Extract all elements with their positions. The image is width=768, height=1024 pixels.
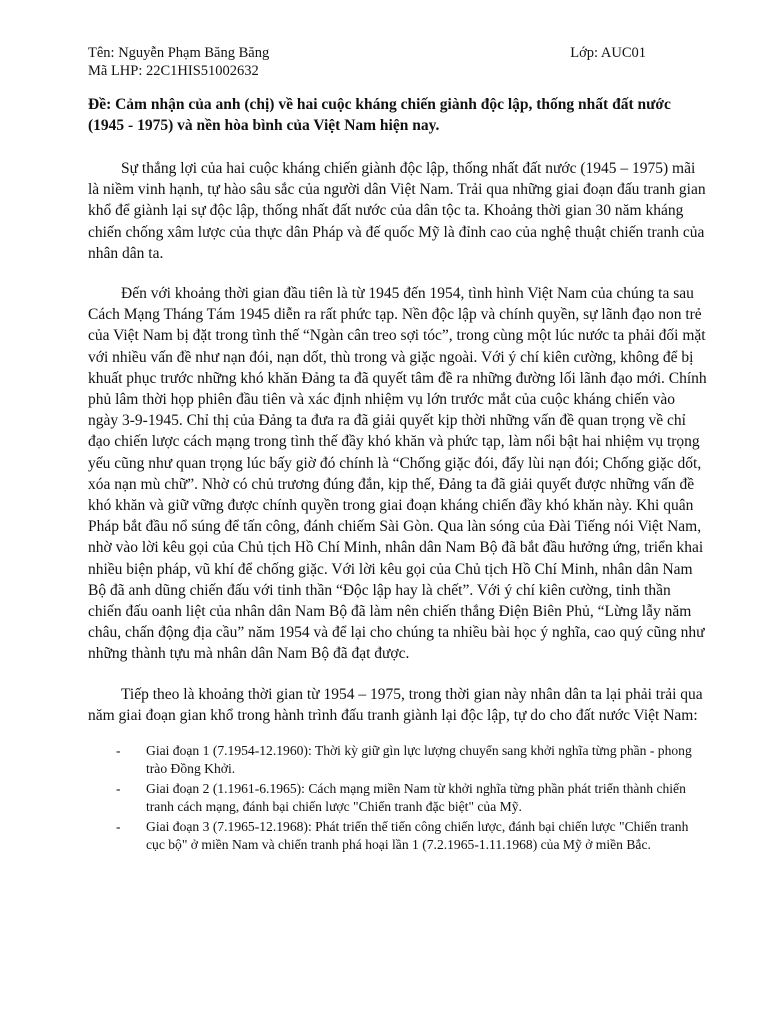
paragraph-1945-1954: Đến với khoảng thời gian đầu tiên là từ 1945 đến 1954, tình hình Việt Nam của chúng ta sau Cách Mạng Tháng Tám 1945 diễn ra rất phức tạp. Nền độc lập và chính quyền, sự lãnh đạo non trẻ của Việt Nam bị đặt trong tình thế “Ngàn cân treo sợi tóc”, trong cùng một lúc nước ta phải đối mặt với nhiều vấn đề như nạn đói, nạn dốt, thù trong và giặc ngoài. Với ý chí kiên cường, không để bị khuất phục trước những khó khăn Đảng ta đã quyết tâm đề ra những đường lối lãnh đạo mới. Chính phủ lâm thời họp phiên đầu tiên và xác định nhiệm vụ lớn trước mắt của cuộc kháng chiến vào ngày 3-9-1945. Chỉ thị của Đảng ta đưa ra đã giải quyết kịp thời những vấn đề quan trọng về chỉ đạo chiến lược cách mạng trong tình thế đầy khó khăn và phức tạp, làm nổi bật hai nhiệm vụ trọng yếu cũng như quan trọng lúc bấy giờ đó chính là “Chống giặc đói, đẩy lùi nạn đói; Chống giặc dốt, xóa nạn mù chữ”. Nhờ có chủ trương đúng đắn, kịp thế, Đảng ta đã giải quyết được những vấn đề khó khăn và giữ vững được chính quyền trong giai đoạn kháng chiến đầy khó khăn này. Khi quân Pháp bắt đầu nổ súng để tấn công, đánh chiếm Sài Gòn. Qua làn sóng của Đài Tiếng nói Việt Nam, nhờ vào lời kêu gọi của Chủ tịch Hồ Chí Minh, nhân dân Nam Bộ đã bắt đầu hưởng ứng, triển khai nhiều biện pháp, vũ khí để chống giặc. Với lời kêu gọi của Chủ tịch Hồ Chí Minh, nhân dân Nam Bộ đã anh dũng chiến đấu với tinh thần “Độc lập hay là chết”. Với ý chí kiên cường, tinh thần chiến đấu oanh liệt của nhân dân Nam Bộ đã làm nên chiến thắng Điện Biên Phủ, “Lừng lẫy năm châu, chấn động địa cầu” năm 1954 và để lại cho chúng ta nhiều bài học ý nghĩa, cao quý cũng như những thành tựu mà nhân dân Nam Bộ đã đạt được. bbox=[88, 285, 707, 663]
list-item bbox=[116, 818, 708, 853]
student-header bbox=[88, 44, 708, 80]
phase-list bbox=[88, 742, 708, 853]
bullet-dash: - bbox=[116, 819, 121, 835]
essay-title: Đề: Cảm nhận của anh (chị) về hai cuộc kháng chiến giành độc lập, thống nhất đất nước (1945 - 1975) và nền hòa bình của Việt Nam hiện nay. bbox=[88, 96, 671, 134]
paragraph-intro: Sự thắng lợi của hai cuộc kháng chiến giành độc lập, thống nhất đất nước (1945 – 1975) mãi là niềm vinh hạnh, tự hào sâu sắc của người dân Việt Nam. Trải qua những giai đoạn đấu tranh gian khổ để giành lại sự độc lập, thống nhất đất nước của dân tộc ta. Khoảng thời gian 30 năm kháng chiến chống xâm lược của thực dân Pháp và đế quốc Mỹ là đỉnh cao của nghệ thuật chiến tranh của nhân dân ta. bbox=[88, 160, 706, 262]
header-row bbox=[88, 44, 708, 62]
bullet-dash: - bbox=[116, 781, 121, 797]
list-item bbox=[116, 742, 708, 777]
phase-text: Giai đoạn 3 (7.1965-12.1968): Phát triển thế tiến công chiến lược, đánh bại chiến lược "Chiến tranh cục bộ" ở miền Nam và chiến tranh phá hoại lần 1 (7.2.1965-1.11.1968) của Mỹ ở miền Bắc. bbox=[146, 819, 689, 852]
student-name: Tên: Nguyễn Phạm Băng Băng bbox=[88, 45, 270, 61]
phase-text: Giai đoạn 1 (7.1954-12.1960): Thời kỳ giữ gìn lực lượng chuyển sang khởi nghĩa từng phần - phong trào Đồng Khởi. bbox=[146, 743, 692, 776]
paragraph-1954-1975: Tiếp theo là khoảng thời gian từ 1954 – 1975, trong thời gian này nhân dân ta lại phải trải qua năm giai đoạn gian khổ trong hành trình đấu tranh giành lại độc lập, tự do cho đất nước Việt Nam: bbox=[88, 685, 703, 724]
course-code: Mã LHP: 22C1HIS51002632 bbox=[88, 63, 259, 79]
class-label: Lớp: AUC01 bbox=[570, 45, 646, 61]
bullet-dash: - bbox=[116, 743, 121, 759]
phase-text: Giai đoạn 2 (1.1961-6.1965): Cách mạng miền Nam từ khởi nghĩa từng phần phát triển thành chiến tranh cách mạng, đánh bại chiến lược "Chiến tranh đặc biệt" của Mỹ. bbox=[146, 781, 686, 814]
list-item bbox=[116, 780, 708, 815]
